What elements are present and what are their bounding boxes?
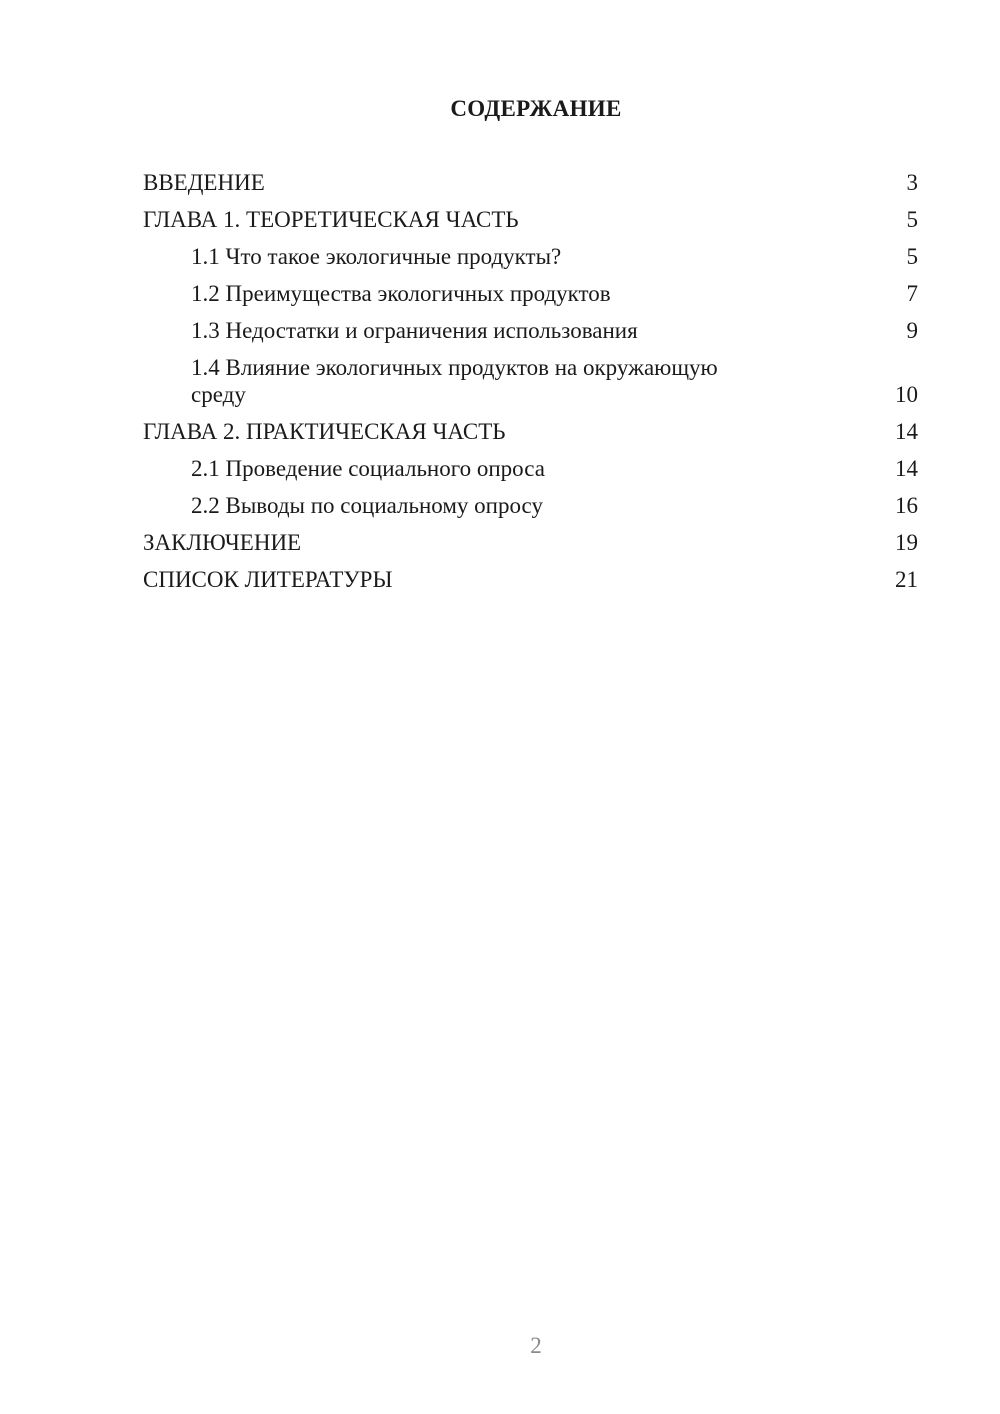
- toc-entry-page: 7: [906, 281, 918, 306]
- toc-entry-label: ГЛАВА 2. ПРАКТИЧЕСКАЯ ЧАСТЬ: [143, 419, 506, 444]
- toc-entry-label: 1.1 Что такое экологичные продукты?: [191, 244, 562, 269]
- toc-entry-chapter-2[interactable]: [143, 418, 918, 445]
- toc-entry-label: 1.3 Недостатки и ограничения использования: [191, 318, 638, 343]
- toc-entry-page: 5: [906, 207, 918, 232]
- toc-entry-section-2-1[interactable]: [143, 455, 918, 482]
- toc-list: [143, 169, 918, 603]
- toc-entry-page: 19: [895, 530, 918, 555]
- toc-entry-section-1-3[interactable]: [143, 317, 918, 344]
- toc-entry-label: ГЛАВА 1. ТЕОРЕТИЧЕСКАЯ ЧАСТЬ: [143, 207, 519, 232]
- toc-entry-section-1-1[interactable]: [143, 243, 918, 270]
- toc-entry-page: 14: [895, 456, 918, 481]
- toc-entry-page: 14: [895, 419, 918, 444]
- toc-entry-page: 21: [895, 567, 918, 592]
- toc-entry-chapter-1[interactable]: [143, 206, 918, 233]
- toc-entry-section-1-2[interactable]: [143, 280, 918, 307]
- toc-entry-label: 1.4 Влияние экологичных продуктов на окружающую среду: [191, 355, 718, 407]
- page-number: 2: [530, 1333, 542, 1358]
- toc-entry-section-2-2[interactable]: [143, 492, 918, 519]
- toc-entry-page: 9: [906, 318, 918, 343]
- toc-entry-label: 2.1 Проведение социального опроса: [191, 456, 545, 481]
- toc-entry-page: 16: [895, 493, 918, 518]
- toc-entry-conclusion[interactable]: [143, 529, 918, 556]
- toc-entry-label: СПИСОК ЛИТЕРАТУРЫ: [143, 567, 393, 592]
- toc-entry-page: 10: [895, 382, 918, 407]
- toc-entry-page: 5: [906, 244, 918, 269]
- toc-entry-label: 2.2 Выводы по социальному опросу: [191, 493, 543, 518]
- toc-entry-introduction[interactable]: [143, 169, 918, 196]
- toc-entry-references[interactable]: [143, 566, 918, 593]
- toc-entry-section-1-4[interactable]: [143, 354, 918, 408]
- toc-entry-page: 3: [906, 170, 918, 195]
- toc-entry-label: ЗАКЛЮЧЕНИЕ: [143, 530, 302, 555]
- toc-entry-label: ВВЕДЕНИЕ: [143, 170, 265, 195]
- toc-entry-label: 1.2 Преимущества экологичных продуктов: [191, 281, 611, 306]
- toc-title: СОДЕРЖАНИЕ: [450, 96, 622, 121]
